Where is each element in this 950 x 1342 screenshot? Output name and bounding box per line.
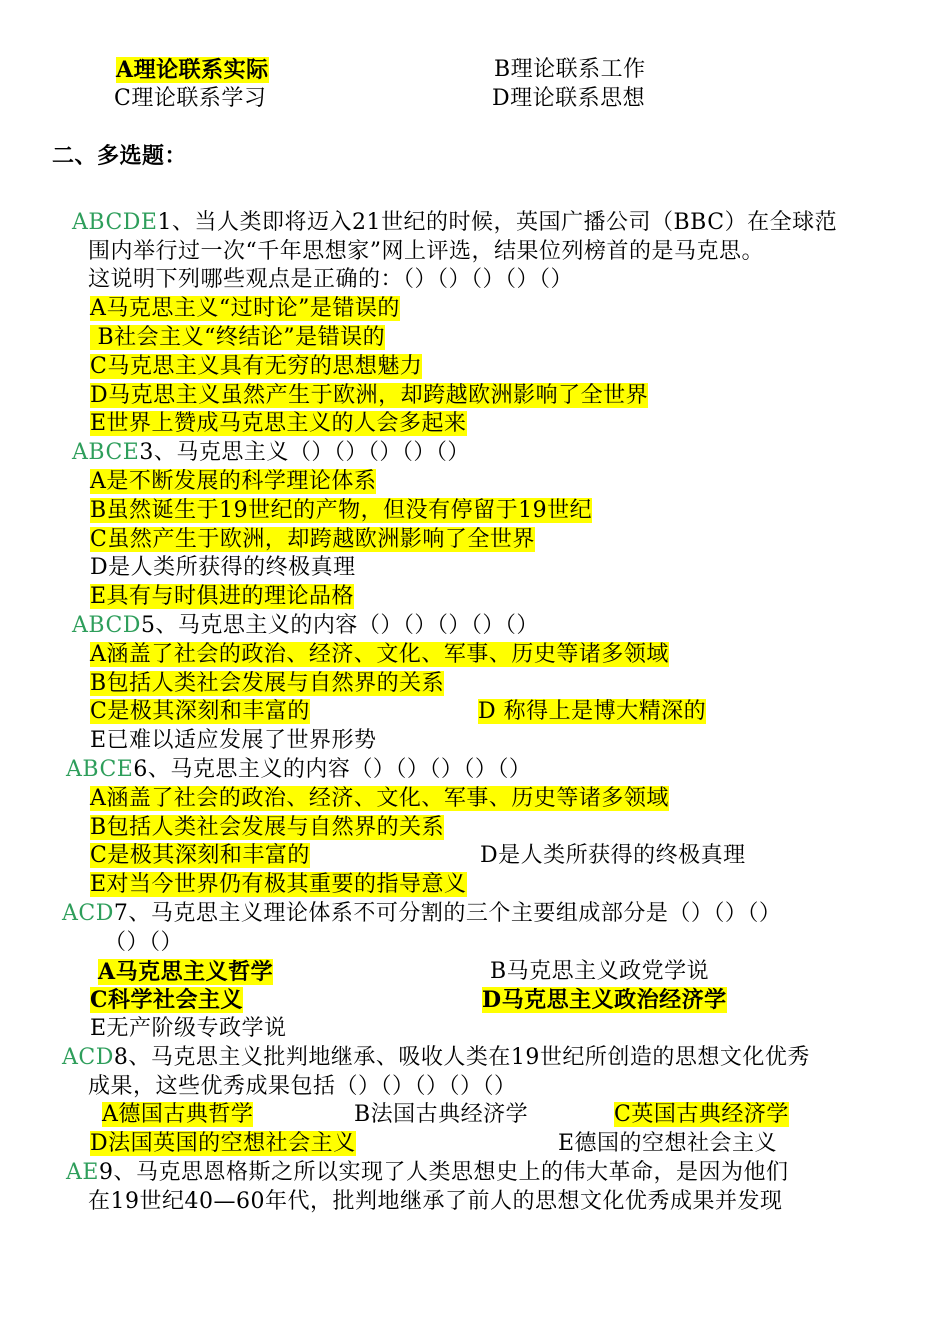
question-7: ACD7、马克思主义理论体系不可分割的三个主要组成部分是（）（）（） xyxy=(62,901,782,926)
q7-option-b: B马克思主义政党学说 xyxy=(490,959,710,984)
question-1-line2: 围内举行过一次“千年思想家”网上评选，结果位列榜首的是马克思。 xyxy=(88,239,764,264)
q5-option-a: A涵盖了社会的政治、经济、文化、军事、历史等诸多领域 xyxy=(90,642,669,667)
q1-option-e: E世界上赞成马克思主义的人会多起来 xyxy=(90,411,467,436)
q5-option-e: E已难以适应发展了世界形势 xyxy=(90,728,377,753)
q6-option-a: A涵盖了社会的政治、经济、文化、军事、历史等诸多领域 xyxy=(90,786,669,811)
answer-key: AE xyxy=(66,1160,99,1185)
option-b-top: B理论联系工作 xyxy=(494,57,646,82)
option-c-top: C理论联系学习 xyxy=(114,86,267,111)
question-1: ABCDE1、当人类即将迈入21世纪的时候，英国广播公司（BBC）在全球范 xyxy=(72,210,838,235)
q5-option-b: B包括人类社会发展与自然界的关系 xyxy=(90,671,445,696)
question-9: AE9、马克思恩格斯之所以实现了人类思想史上的伟大革命，是因为他们 xyxy=(66,1160,789,1185)
q3-option-b: B虽然诞生于19世纪的产物，但没有停留于19世纪 xyxy=(90,498,593,523)
q3-option-c: C虽然产生于欧洲，却跨越欧洲影响了全世界 xyxy=(90,527,535,552)
q8-option-c: C英国古典经济学 xyxy=(614,1102,789,1127)
q7-option-c: C科学社会主义 xyxy=(90,987,244,1013)
q6-option-e: E对当今世界仍有极其重要的指导意义 xyxy=(90,872,467,897)
question-8-line2: 成果，这些优秀成果包括（）（）（）（）（） xyxy=(88,1074,517,1099)
question-6: ABCE6、马克思主义的内容（）（）（）（）（） xyxy=(66,757,532,782)
q8-option-b: B法国古典经济学 xyxy=(354,1102,529,1127)
answer-key: ACD xyxy=(62,901,114,926)
q8-option-a: A德国古典哲学 xyxy=(102,1102,254,1127)
answer-key: ABCDE xyxy=(72,210,158,235)
q8-option-d: D法国英国的空想社会主义 xyxy=(90,1131,356,1156)
option-a-top: A理论联系实际 xyxy=(116,57,269,83)
question-8: ACD8、马克思主义批判地继承、吸收人类在19世纪所创造的思想文化优秀 xyxy=(62,1045,810,1070)
question-9-line2: 在19世纪40—60年代，批判地继承了前人的思想文化优秀成果并发现 xyxy=(88,1189,783,1214)
answer-key: ACD xyxy=(62,1045,114,1070)
q5-option-c: C是极其深刻和丰富的 xyxy=(90,699,310,724)
q7-option-e: E无产阶级专政学说 xyxy=(90,1016,287,1041)
option-d-top: D理论联系思想 xyxy=(492,86,646,111)
q3-option-d: D是人类所获得的终极真理 xyxy=(90,555,356,580)
q8-option-e: E德国的空想社会主义 xyxy=(558,1131,778,1156)
question-5: ABCD5、马克思主义的内容（）（）（）（）（） xyxy=(72,613,539,638)
q6-option-c: C是极其深刻和丰富的 xyxy=(90,843,310,868)
answer-key: ABCE xyxy=(66,757,134,782)
q6-option-d: D是人类所获得的终极真理 xyxy=(480,843,746,868)
q1-option-d: D马克思主义虽然产生于欧洲，却跨越欧洲影响了全世界 xyxy=(90,383,649,408)
question-3: ABCE3、马克思主义（）（）（）（）（） xyxy=(72,440,470,465)
question-7-line2: （）（） xyxy=(104,930,184,955)
question-1-line3: 这说明下列哪些观点是正确的：（）（）（）（）（） xyxy=(88,267,574,292)
q1-option-c: C马克思主义具有无穷的思想魅力 xyxy=(90,354,423,379)
q1-option-a: A马克思主义“过时论”是错误的 xyxy=(90,296,400,321)
q3-option-a: A是不断发展的科学理论体系 xyxy=(90,469,377,494)
q3-option-e: E具有与时俱进的理论品格 xyxy=(90,584,355,609)
section-title: 二、多选题： xyxy=(52,143,188,169)
q1-option-b: B社会主义“终结论”是错误的 xyxy=(90,324,385,352)
q7-option-d: D马克思主义政治经济学 xyxy=(482,987,727,1013)
q6-option-b: B包括人类社会发展与自然界的关系 xyxy=(90,815,445,840)
q7-option-a: A马克思主义哲学 xyxy=(98,959,274,985)
answer-key: ABCE xyxy=(72,440,140,465)
q5-option-d: D 称得上是博大精深的 xyxy=(478,699,707,724)
answer-key: ABCD xyxy=(72,613,141,638)
